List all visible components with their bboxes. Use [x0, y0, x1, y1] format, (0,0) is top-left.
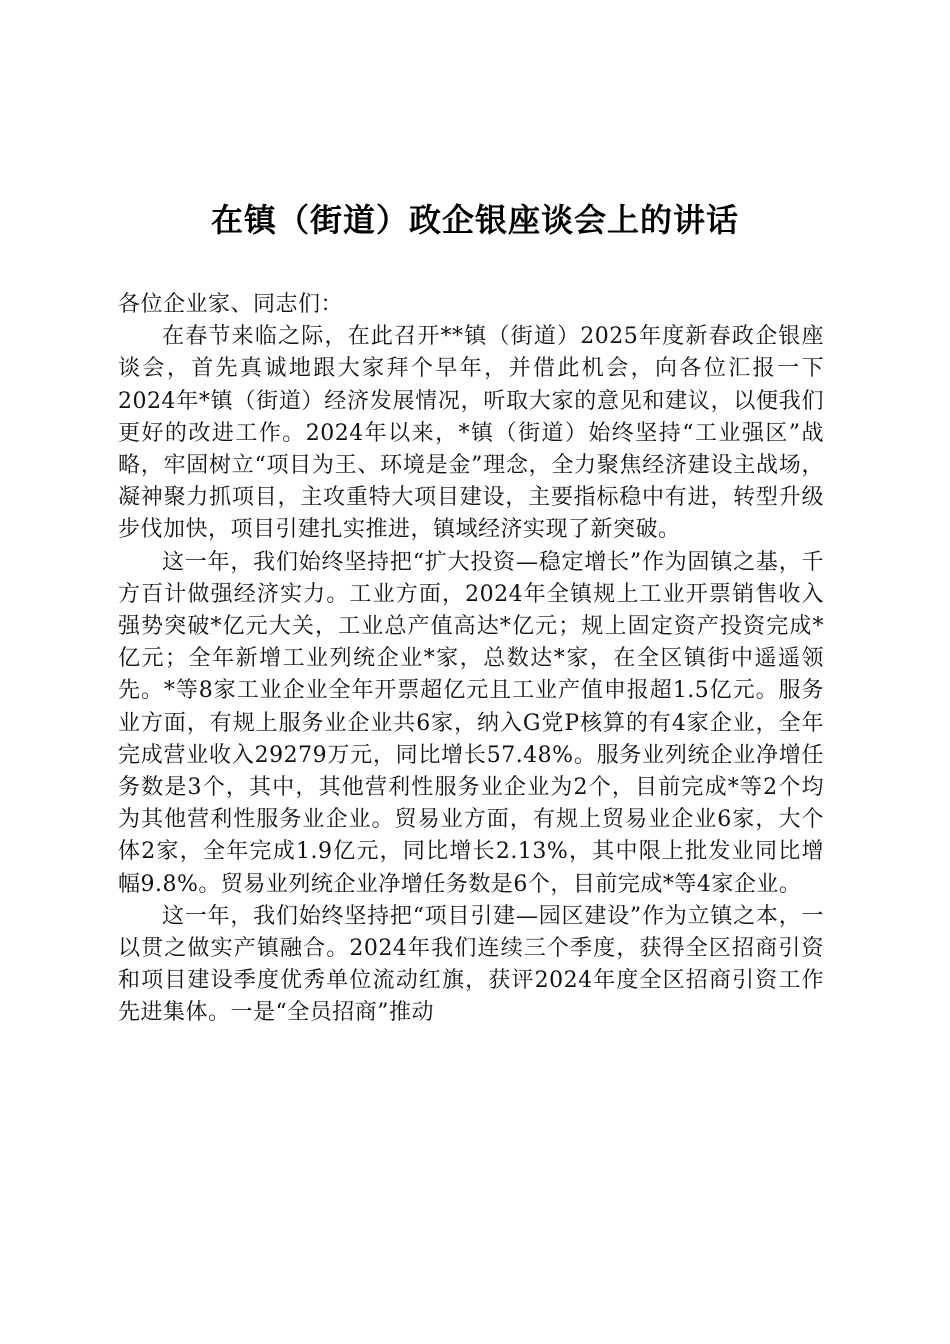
- salutation: 各位企业家、同志们：: [118, 292, 344, 317]
- paragraph-intro: 在春节来临之际，在此召开**镇（街道）2025年度新春政企银座谈会，首先真诚地跟大家拜个早年，并借此机会，向各位汇报一下2024年*镇（街道）经济发展情况，听取大家的意见和建议，以便我们更好的改进工作。2024年以来，*镇（街道）始终坚持“工业强区”战略，牢固树立“项目为王、环境是金”理念，全力聚焦经济建设主战场，凝神聚力抓项目，主攻重特大项目建设，主要指标稳中有进，转型升级步伐加快，项目引建扎实推进，镇域经济实现了新突破。: [118, 324, 825, 543]
- paragraph-projects: 这一年，我们始终坚持把“项目引建—园区建设”作为立镇之本，一以贯之做实产镇融合。2024年我们连续三个季度，获得全区招商引资和项目建设季度优秀单位流动红旗，获评2024年度全区招商引资工作先进集体。一是“全员招商”推动: [118, 903, 824, 1026]
- document-body: [118, 289, 824, 1030]
- document-title: 在镇（街道）政企银座谈会上的讲话: [210, 201, 739, 239]
- paragraph-investment: 这一年，我们始终坚持把“扩大投资—稳定增长”作为固镇之基，千方百计做强经济实力。工业方面，2024年全镇规上工业开票销售收入强势突破*亿元大关，工业总产值高达*亿元；规上固定资产投资完成*亿元；全年新增工业列统企业*家，总数达*家，在全区镇街中遥遥领先。*等8家工业企业全年开票超亿元且工业产值申报超1.5亿元。服务业方面，有规上服务业企业共6家，纳入G党P核算的有4家企业，全年完成营业收入29279万元，同比增长57.48%。服务业列统企业净增任务数是3个，其中，其他营利性服务业企业为2个，目前完成*等2个均为其他营利性服务业企业。贸易业方面，有规上贸易业企业6家，大个体2家，全年完成1.9亿元，同比增长2.13%，其中限上批发业同比增幅9.8%。贸易业列统企业净增任务数是6个，目前完成*等4家企业。: [118, 549, 824, 897]
